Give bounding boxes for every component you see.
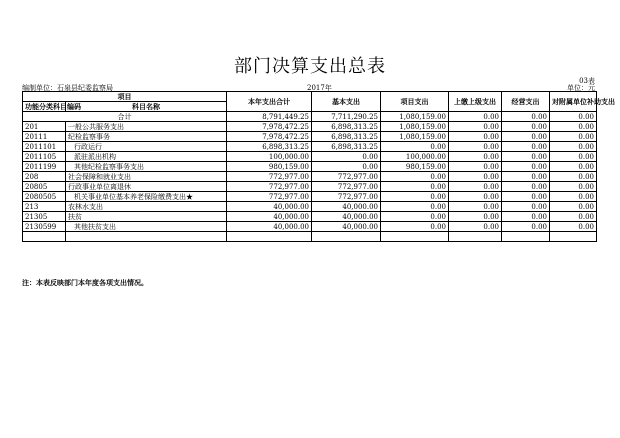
table-row (23, 202, 597, 212)
row-upper: 0.00 (449, 132, 502, 142)
row-business: 0.00 (502, 132, 550, 142)
row-basic: 6,898,313.25 (312, 132, 381, 142)
total-row (23, 112, 597, 122)
row-name: 扶贫 (66, 212, 227, 222)
row-business (502, 232, 550, 242)
row-subsidy: 0.00 (550, 172, 597, 182)
row-total: 7,978,472.25 (227, 122, 312, 132)
row-upper: 0.00 (449, 182, 502, 192)
row-code: 2011199 (23, 162, 66, 172)
row-basic: 772,977.00 (312, 182, 381, 192)
row-name: 一般公共服务支出 (66, 122, 227, 132)
row-code: 2130599 (23, 222, 66, 232)
row-total: 980,159.00 (227, 162, 312, 172)
row-project: 0.00 (381, 142, 449, 152)
row-basic (312, 232, 381, 242)
row-total: 40,000.00 (227, 212, 312, 222)
row-project: 1,080,159.00 (381, 112, 449, 122)
expenditure-table (22, 91, 615, 242)
row-upper: 0.00 (449, 212, 502, 222)
table-body (23, 112, 597, 242)
row-upper: 0.00 (449, 202, 502, 212)
row-name: 行政运行 (66, 142, 227, 152)
row-basic: 6,898,313.25 (312, 122, 381, 132)
row-code: 20805 (23, 182, 66, 192)
row-business: 0.00 (502, 122, 550, 132)
row-business: 0.00 (502, 152, 550, 162)
row-basic: 40,000.00 (312, 212, 381, 222)
row-code: 20111 (23, 132, 66, 142)
row-business: 0.00 (502, 212, 550, 222)
row-business: 0.00 (502, 112, 550, 122)
row-business: 0.00 (502, 142, 550, 152)
row-upper: 0.00 (449, 122, 502, 132)
row-name: 纪检监察事务 (66, 132, 227, 142)
table-row (23, 122, 597, 132)
row-code: 2011105 (23, 152, 66, 162)
row-project: 1,080,159.00 (381, 132, 449, 142)
row-business: 0.00 (502, 202, 550, 212)
row-total: 6,898,313.25 (227, 142, 312, 152)
row-business: 0.00 (502, 172, 550, 182)
header-business: 经营支出 (502, 92, 550, 112)
row-total: 772,977.00 (227, 192, 312, 202)
row-project: 100,000.00 (381, 152, 449, 162)
row-total: 40,000.00 (227, 222, 312, 232)
header-code: 功能分类科目编码 (23, 102, 66, 112)
row-subsidy: 0.00 (550, 192, 597, 202)
row-basic: 40,000.00 (312, 202, 381, 212)
row-project: 0.00 (381, 212, 449, 222)
row-total: 8,791,449.25 (227, 112, 312, 122)
organization-label: 编制单位：石泉县纪委监察局 (22, 84, 113, 92)
row-name: 其他扶贫支出 (66, 222, 227, 232)
header-subsidy: 对附属单位补助支出 (550, 92, 597, 112)
row-code: 208 (23, 172, 66, 182)
table-row (23, 222, 597, 232)
table-row (23, 232, 597, 242)
table-row (23, 152, 597, 162)
row-subsidy: 0.00 (550, 182, 597, 192)
table-row (23, 182, 597, 192)
footnote: 注：本表反映部门本年度各项支出情况。 (22, 278, 148, 287)
row-name: 农林水支出 (66, 202, 227, 212)
row-basic: 0.00 (312, 152, 381, 162)
row-code: 201 (23, 122, 66, 132)
row-upper: 0.00 (449, 192, 502, 202)
row-subsidy: 0.00 (550, 122, 597, 132)
row-subsidy: 0.00 (550, 202, 597, 212)
row-upper: 0.00 (449, 162, 502, 172)
page-title: 部门决算支出总表 (234, 56, 386, 77)
table-row (23, 192, 597, 202)
table-row (23, 142, 597, 152)
row-name: 机关事业单位基本养老保险缴费支出★ (66, 192, 227, 202)
row-upper: 0.00 (449, 172, 502, 182)
row-subsidy: 0.00 (550, 152, 597, 162)
row-basic: 7,711,290.25 (312, 112, 381, 122)
row-name (66, 232, 227, 242)
row-project: 0.00 (381, 222, 449, 232)
row-subsidy: 0.00 (550, 212, 597, 222)
row-business: 0.00 (502, 162, 550, 172)
row-subsidy: 0.00 (550, 222, 597, 232)
row-name: 合计 (23, 112, 227, 122)
row-code: 2080505 (23, 192, 66, 202)
row-project: 0.00 (381, 182, 449, 192)
row-code: 213 (23, 202, 66, 212)
row-basic: 6,898,313.25 (312, 142, 381, 152)
table-row (23, 212, 597, 222)
header-name: 科目名称 (66, 102, 227, 112)
header-upper-remit: 上缴上级支出 (449, 92, 502, 112)
row-project: 0.00 (381, 172, 449, 182)
row-subsidy: 0.00 (550, 162, 597, 172)
table-row (23, 132, 597, 142)
row-upper (449, 232, 502, 242)
row-code: 21305 (23, 212, 66, 222)
row-basic: 40,000.00 (312, 222, 381, 232)
year-label: 2017年 (307, 84, 332, 92)
row-total: 100,000.00 (227, 152, 312, 162)
row-total: 772,977.00 (227, 172, 312, 182)
row-upper: 0.00 (449, 152, 502, 162)
row-total: 772,977.00 (227, 182, 312, 192)
header-total: 本年支出合计 (227, 92, 312, 112)
row-subsidy: 0.00 (550, 112, 597, 122)
row-project: 980,159.00 (381, 162, 449, 172)
row-basic: 772,977.00 (312, 172, 381, 182)
row-name: 社会保障和就业支出 (66, 172, 227, 182)
row-total (227, 232, 312, 242)
row-total: 40,000.00 (227, 202, 312, 212)
row-name: 行政事业单位离退休 (66, 182, 227, 192)
row-project: 1,080,159.00 (381, 122, 449, 132)
table-row (23, 172, 597, 182)
row-upper: 0.00 (449, 222, 502, 232)
row-business: 0.00 (502, 222, 550, 232)
row-code: 2011101 (23, 142, 66, 152)
row-subsidy: 0.00 (550, 142, 597, 152)
form-number: 03表 (579, 77, 595, 85)
row-upper: 0.00 (449, 112, 502, 122)
row-project (381, 232, 449, 242)
unit-label: 单位：元 (567, 84, 595, 92)
table-row (23, 162, 597, 172)
row-project: 0.00 (381, 192, 449, 202)
row-basic: 772,977.00 (312, 192, 381, 202)
row-subsidy: 0.00 (550, 132, 597, 142)
header-project: 项目 (23, 92, 227, 102)
row-business: 0.00 (502, 192, 550, 202)
row-basic: 0.00 (312, 162, 381, 172)
row-business: 0.00 (502, 182, 550, 192)
row-total: 7,978,472.25 (227, 132, 312, 142)
row-name: 派驻派出机构 (66, 152, 227, 162)
header-basic: 基本支出 (312, 92, 381, 112)
row-subsidy (550, 232, 597, 242)
row-name: 其他纪检监察事务支出 (66, 162, 227, 172)
row-code (23, 232, 66, 242)
header-project-expenditure: 项目支出 (381, 92, 449, 112)
row-upper: 0.00 (449, 142, 502, 152)
row-project: 0.00 (381, 202, 449, 212)
